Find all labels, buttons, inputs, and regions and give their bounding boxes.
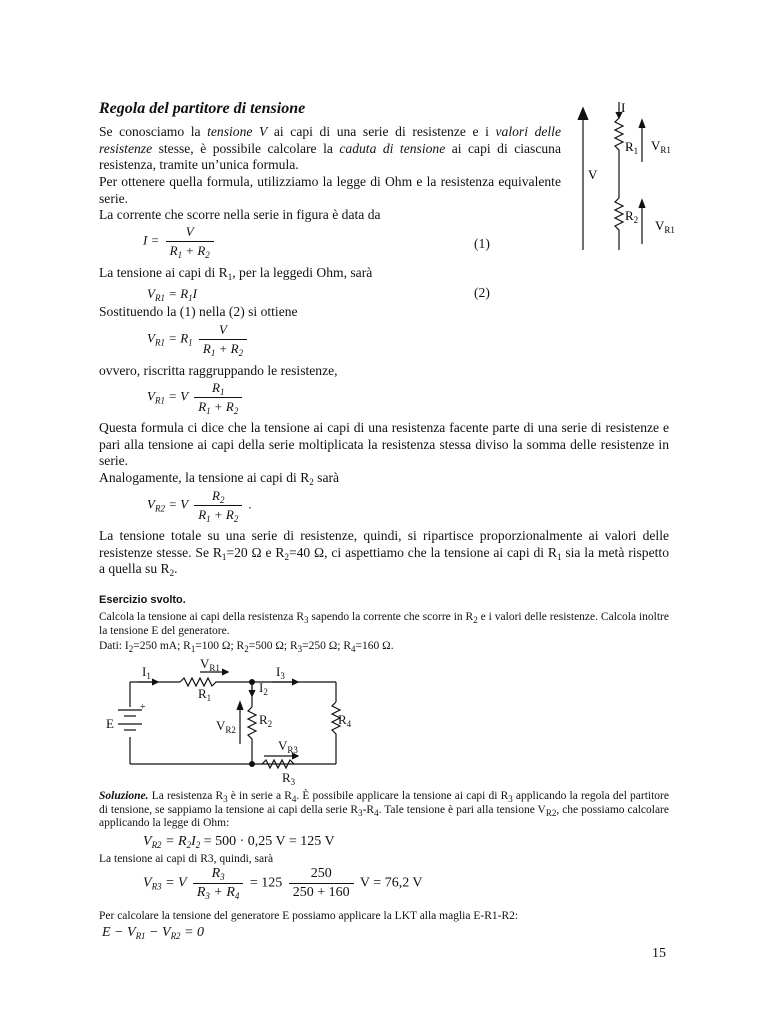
solution-lkt-text: Per calcolare la tensione del generatore E possiamo applicare la LKT alla maglia E-R1-R2:	[99, 910, 519, 922]
substitution-text: Sostituendo la (1) nella (2) si ottiene	[99, 304, 298, 319]
i1-arrow	[152, 679, 158, 685]
fig2-vr1-label: $V_{R1}$	[200, 656, 220, 673]
intro-paragraph-3: La corrente che scorre nella serie in figura è data da	[99, 207, 381, 222]
intro-paragraph-2: Per ottenere quella formula, utilizziamo la legge di Ohm e la resistenza equivalente serie.	[99, 174, 561, 206]
rewrite-text: ovvero, riscritta raggruppando le resistenze,	[99, 363, 338, 378]
fig2-i3-label: $I_3$	[276, 664, 285, 681]
fig1-r1-label: $R_1$	[625, 139, 639, 156]
fig1-v-label: V	[588, 167, 598, 182]
fig1-r2-label: $R_2$	[625, 208, 639, 225]
solution-equation-vr3: $V_{R3} = V$ $\frac{R_3}{R_3 + R_4}$ = 125 $\frac{250}{250 + 160}$ V = 76,2 V	[143, 866, 423, 901]
fig2-vr3-label: $V_{R3}$	[278, 738, 298, 755]
solution-equation-lkt: $E - V_{R1} - V_{R2} = 0$	[102, 925, 205, 941]
vr1-arrow	[222, 669, 228, 675]
fig1-vr1-bottom-label: $V_{R1}$	[655, 218, 675, 235]
fig2-i2-label: $I_2$	[259, 680, 268, 697]
equation-5: $V_{R2} = V$ $\frac{R_2}{R_1 + R_2}$ .	[147, 488, 252, 524]
fig2-r2-label: $R_2$	[259, 712, 273, 729]
fig2-i1-label: $I_1$	[142, 664, 151, 681]
total-paragraph: La tensione totale su una serie di resistenze, quindi, si ripartisce proporzionalmente ai valori delle resistenze stesse. Se $R_1=20$ Ω e $R_2=40$ Ω, ci aspettiamo che la tensione ai capi di $R_1$ sia la metà rispetto a quella su $R_2$.	[99, 528, 669, 578]
page-number: 15	[652, 946, 666, 961]
vr2-arrow	[237, 702, 243, 710]
exercise-data: Dati: $I_2=250$ mA; $R_1=100$ Ω; $R_2=500$ Ω; $R_3=250$ Ω; $R_4=160$ Ω.	[99, 640, 394, 654]
equation-1-label: (1)	[474, 236, 490, 251]
fig2-plus-label: +	[140, 702, 146, 713]
circuit-diagram	[100, 652, 360, 786]
analog-text: Analogamente, la tensione ai capi di $R_2$ sarà	[99, 470, 340, 487]
resistor-r2-zigzag	[615, 198, 623, 250]
resistor-r2	[248, 707, 256, 764]
equation-1: I = $\frac{V}{R_1 + R_2}$	[143, 224, 217, 259]
meaning-paragraph: Questa formula ci dice che la tensione ai capi di una resistenza facente parte di una serie di resistenze e pari alla tensione ai capi della serie moltiplicata la resistenza stessa diviso la somma delle resistenze in serie.	[99, 420, 669, 468]
solution-paragraph: Soluzione. La resistenza $R_3$ è in serie a $R_4$. È possibile applicare la tensione ai capi di $R_3$ applicando la regola del partitore di tensione, se sappiamo la tensione ai capi della serie $R_3-R_4$. Tale tensione è pari alla tensione $V_{R2}$, che possiamo calcolare applicando la legge di Ohm:	[99, 790, 669, 829]
fig2-r3-label: $R_3$	[282, 770, 296, 786]
equation-2-label: (2)	[474, 285, 490, 300]
i2-arrow	[249, 690, 255, 696]
exercise-heading: Esercizio svolto.	[99, 594, 186, 606]
fig2-vr2-label: $V_{R2}$	[216, 718, 236, 735]
equation-2: $V_{R1} = R_1I$	[147, 286, 198, 303]
resistor-r1	[180, 678, 252, 686]
equation-4: $V_{R1} = V$ $\frac{R_1}{R_1 + R_2}$	[147, 380, 245, 415]
fig2-r1-label: $R_1$	[198, 686, 212, 703]
resistor-r1-zigzag	[615, 118, 623, 198]
section-title: Regola del partitore di tensione	[99, 100, 306, 117]
fig2-r4-label: $R_4$	[338, 712, 352, 729]
series-resistor-diagram	[575, 98, 685, 260]
node-bottom	[249, 761, 255, 767]
equation-3: $V_{R1} = R_1$ $\frac{V}{R_1 + R_2}$	[147, 322, 250, 357]
i3-arrow	[292, 679, 298, 685]
node-top	[249, 679, 255, 685]
fig1-vr1-top-label: $V_{R1}$	[651, 138, 671, 155]
solution-r3-text: La tensione ai capi di R3, quindi, sarà	[99, 853, 274, 865]
intro-paragraph: Se conosciamo la tensione V ai capi di una serie di resistenze e i valori delle resistenze stesse, è possibile calcolare la caduta di tensione ai capi di ciascuna resistenza, tramite un’unica formula.	[99, 124, 562, 172]
voltage-arrow-head	[578, 108, 588, 120]
exercise-question: Calcola la tensione ai capi della resistenza $R_3$ sapendo la corrente che scorre in $R_2$ e i valori delle resistenze. Calcola inoltre la tensione E del generatore.	[99, 611, 669, 637]
fig1-current-label: I	[621, 100, 626, 115]
solution-equation-vr2: $V_{R2} = R_2I_2 = 500 \cdot 0,25$ V = 125 V	[143, 834, 335, 850]
ohm-text: La tensione ai capi di $R_1$, per la leggedi Ohm, sarà	[99, 265, 373, 282]
fig2-e-label: E	[106, 716, 114, 731]
